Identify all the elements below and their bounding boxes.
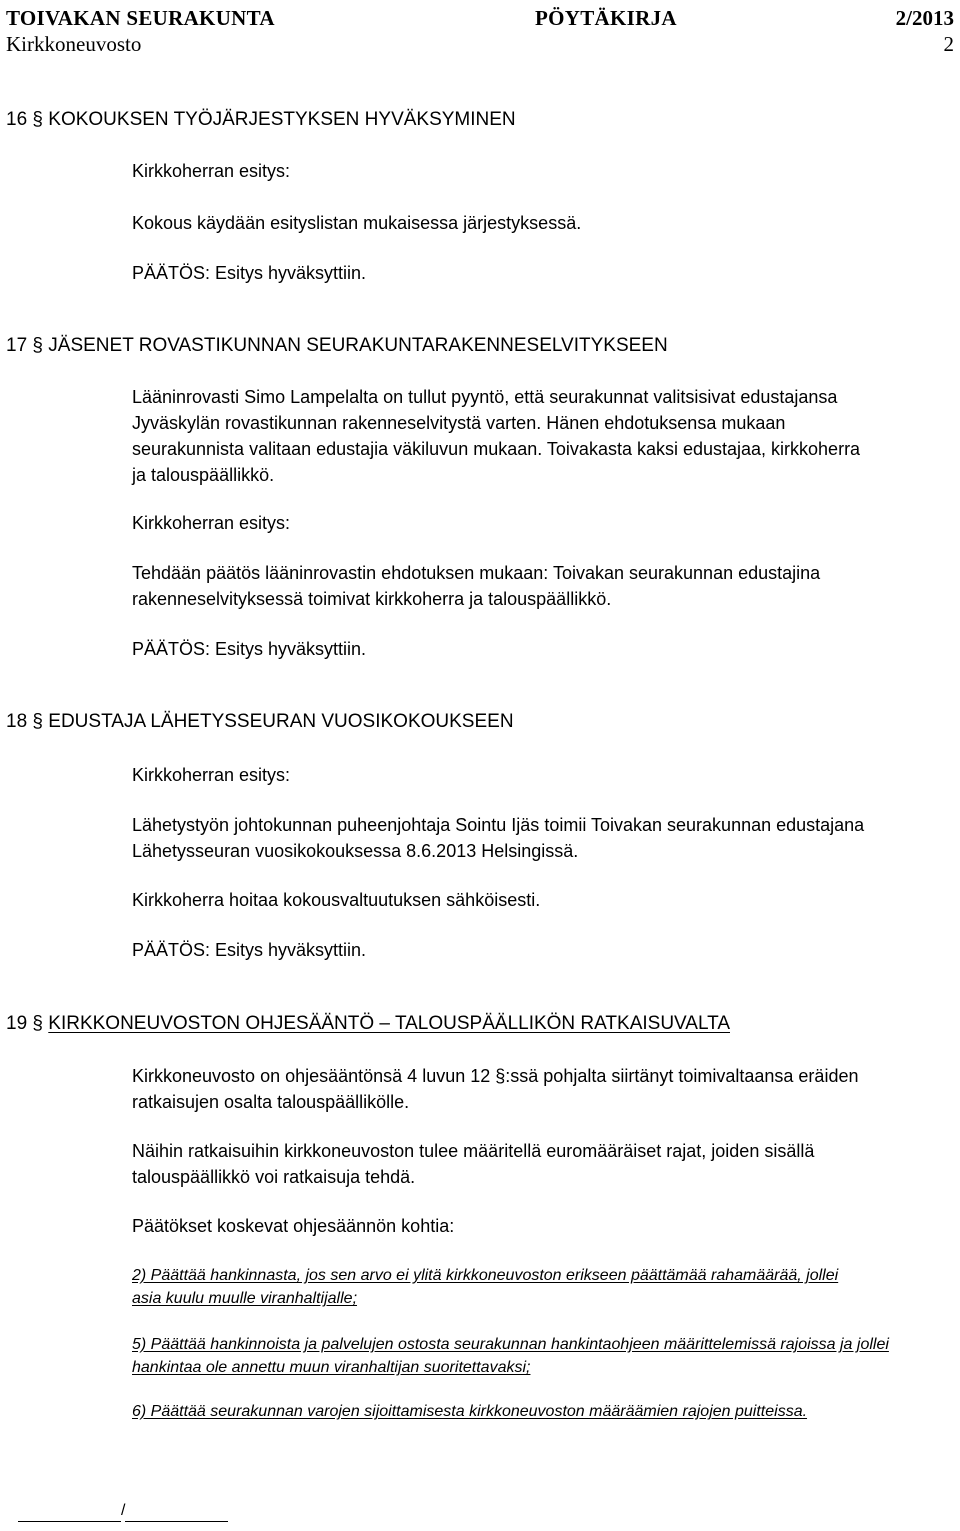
section-title: KOKOUKSEN TYÖJÄRJESTYKSEN HYVÄKSYMINEN — [48, 109, 516, 130]
page-number: 2 — [943, 32, 954, 56]
decision-text: PÄÄTÖS: Esitys hyväksyttiin. — [132, 263, 367, 283]
paragraph-text: :ssä pohjalta siirtänyt toimivaltaansa eräiden ratkaisujen osalta talouspäällikölle. — [132, 1066, 859, 1112]
proposal-label: Kirkkoherran esitys: — [132, 765, 291, 785]
signature-line — [18, 1503, 121, 1522]
signature-line — [125, 1503, 228, 1522]
extra-text: Kirkkoherra hoitaa kokousvaltuutuksen sähköisesti. — [132, 890, 541, 910]
section-title: EDUSTAJA LÄHETYSSEURAN VUOSIKOKOUKSEEN — [48, 711, 514, 732]
signature-separator: / — [121, 1502, 126, 1519]
proposal-text: Tehdään päätös lääninrovastin ehdotuksen mukaan: Toivakan seurakunnan edustajina rakenneselvityksessä toimivat kirkkoherra ja talouspäällikkö. — [132, 563, 821, 609]
section-number: 19 — [6, 1013, 28, 1034]
document-number: 2/2013 — [895, 6, 954, 30]
section-heading-19 — [6, 1012, 730, 1036]
paragraph-text: Kirkkoneuvosto on ohjesääntönsä 4 luvun 12 — [132, 1066, 496, 1086]
section-sign-icon: § — [32, 335, 43, 356]
proposal-label: Kirkkoherran esitys: — [132, 513, 291, 533]
board-name: Kirkkoneuvosto — [6, 32, 142, 56]
proposal-text: Kokous käydään esityslistan mukaisessa järjestyksessä. — [132, 213, 582, 233]
section-heading-18 — [6, 710, 514, 734]
proposal-text: Lähetystyön johtokunnan puheenjohtaja Sointu Ijäs toimii Toivakan seurakunnan edustajana Lähetysseuran vuosikokouksessa 8.6.2013 Helsingissä. — [132, 815, 865, 861]
section-title: JÄSENET ROVASTIKUNNAN SEURAKUNTARAKENNESELVITYKSEEN — [48, 335, 668, 356]
section-heading-16 — [6, 108, 516, 132]
section-number: 17 — [6, 335, 28, 356]
section-paragraph-1 — [132, 1063, 937, 1115]
section-number: 16 — [6, 109, 28, 130]
section-sign-icon: § — [32, 1013, 43, 1034]
section-number: 18 — [6, 711, 28, 732]
document-type: PÖYTÄKIRJA — [535, 6, 677, 30]
proposal-label: Kirkkoherran esitys: — [132, 161, 291, 181]
decision-text: PÄÄTÖS: Esitys hyväksyttiin. — [132, 639, 367, 659]
section-sign-icon: § — [32, 109, 43, 130]
organization-name: TOIVAKAN SEURAKUNTA — [6, 6, 275, 30]
section-title: KIRKKONEUVOSTON OHJESÄÄNTÖ – TALOUSPÄÄLLIKÖN RATKAISUVALTA — [48, 1013, 730, 1034]
section-sign-icon: § — [32, 711, 43, 732]
decision-text: PÄÄTÖS: Esitys hyväksyttiin. — [132, 940, 367, 960]
section-heading-17 — [6, 334, 668, 358]
list-item: 6) Päättää seurakunnan varojen sijoittamisesta kirkkoneuvoston määräämien rajojen puitteissa. — [132, 1403, 808, 1420]
section-sign-icon: § — [495, 1066, 506, 1086]
section-paragraph-2: Näihin ratkaisuihin kirkkoneuvoston tulee määritellä euromääräiset rajat, joiden sisällä talouspäällikkö voi ratkaisuja tehdä. — [132, 1141, 815, 1187]
document-header — [6, 5, 954, 57]
list-item: 5) Päättää hankinnoista ja palvelujen ostosta seurakunnan hankintaohjeen määrittelemissä rajoissa ja jollei hankintaa ole annettu muun viranhaltijan suoritettavaksi; — [132, 1336, 889, 1376]
points-label: Päätökset koskevat ohjesäännön kohtia: — [132, 1216, 455, 1236]
list-item: 2) Päättää hankinnasta, jos sen arvo ei ylitä kirkkoneuvoston erikseen päättämää rahamäärää, jollei asia kuulu muulle viranhaltijalle; — [132, 1267, 839, 1307]
section-intro: Lääninrovasti Simo Lampelalta on tullut pyyntö, että seurakunnat valitsisivat edustajansa Jyväskylän rovastikunnan rakenneselvitystä varten. Hänen ehdotuksensa mukaan seurakunnista valitaan edustajia väkiluvun mukaan. Toivakasta kaksi edustajaa, kirkkoherra ja talouspäällikkö. — [132, 387, 861, 485]
signature-initials-line — [18, 1500, 228, 1522]
